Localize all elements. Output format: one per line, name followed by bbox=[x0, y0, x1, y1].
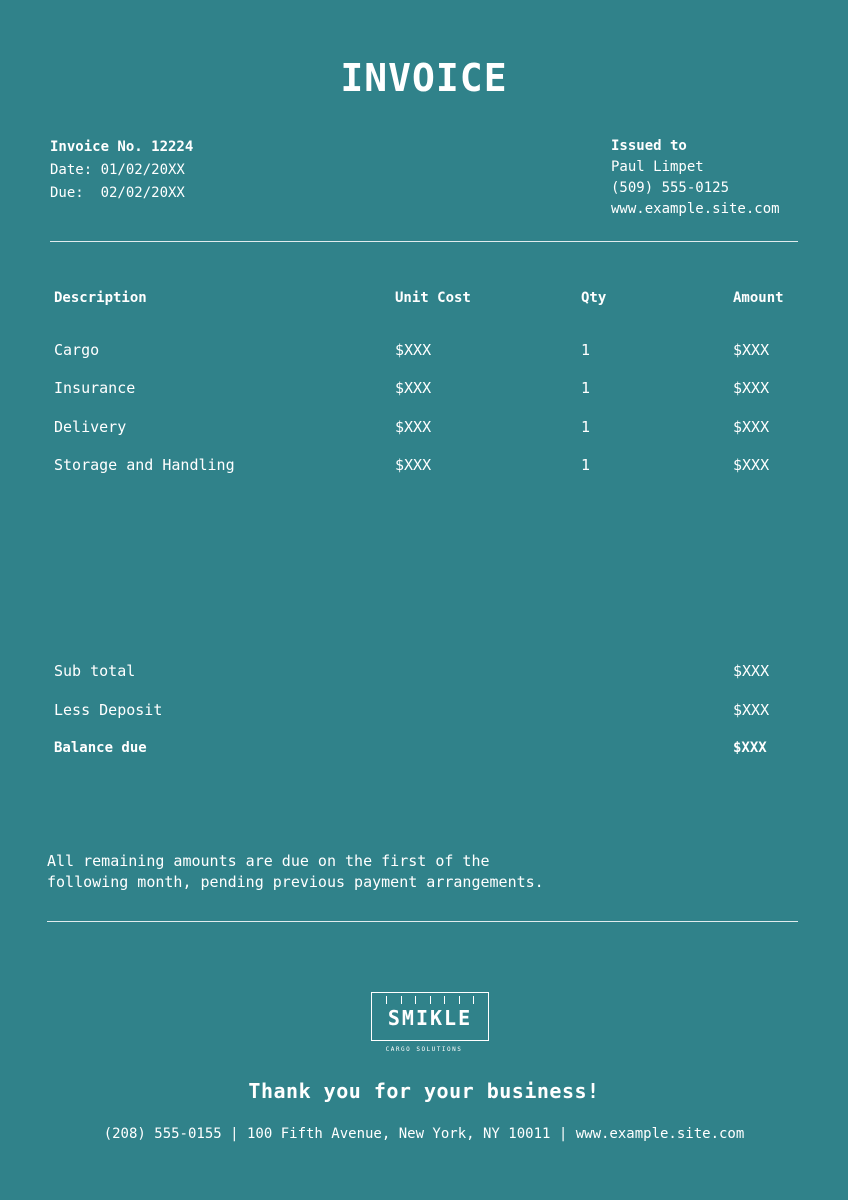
row-description: Delivery bbox=[54, 418, 127, 436]
row-unit-cost: $XXX bbox=[395, 418, 432, 436]
row-qty: 1 bbox=[581, 379, 591, 397]
company-logo bbox=[371, 992, 489, 1041]
row-amount: $XXX bbox=[733, 379, 770, 397]
row-qty: 1 bbox=[581, 456, 591, 474]
invoice-date: Date: 01/02/20XX bbox=[50, 162, 185, 178]
row-description: Storage and Handling bbox=[54, 456, 235, 474]
header-amount: Amount bbox=[733, 290, 784, 306]
payment-note-line: All remaining amounts are due on the first of the bbox=[47, 852, 490, 870]
deposit-row bbox=[0, 701, 848, 723]
balance-label: Balance due bbox=[54, 740, 147, 756]
subtotal-label: Sub total bbox=[54, 662, 136, 680]
header-qty: Qty bbox=[581, 290, 607, 306]
row-amount: $XXX bbox=[733, 341, 770, 359]
client-website: www.example.site.com bbox=[611, 201, 780, 217]
header-divider bbox=[50, 241, 798, 242]
payment-note-line: following month, pending previous payment arrangements. bbox=[47, 873, 544, 891]
issued-to-heading: Issued to bbox=[611, 138, 687, 154]
header-unit-cost: Unit Cost bbox=[395, 290, 471, 306]
row-unit-cost: $XXX bbox=[395, 341, 432, 359]
logo-wordmark: SMIKLE bbox=[387, 1006, 473, 1030]
invoice-due-date: Due: 02/02/20XX bbox=[50, 185, 185, 201]
table-row bbox=[0, 456, 848, 478]
issued-to-block bbox=[611, 136, 780, 220]
invoice-details bbox=[50, 136, 193, 205]
balance-value: $XXX bbox=[733, 740, 767, 756]
client-name: Paul Limpet bbox=[611, 159, 704, 175]
row-qty: 1 bbox=[581, 418, 591, 436]
row-description: Insurance bbox=[54, 379, 136, 397]
invoice-number: Invoice No. 12224 bbox=[50, 139, 194, 155]
table-row bbox=[0, 341, 848, 363]
row-description: Cargo bbox=[54, 341, 100, 359]
company-contact-footer: (208) 555-0155 | 100 Fifth Avenue, New York, NY 10011 | www.example.site.com bbox=[103, 1126, 745, 1142]
payment-note bbox=[47, 851, 544, 893]
invoice-title: INVOICE bbox=[340, 56, 508, 100]
row-unit-cost: $XXX bbox=[395, 456, 432, 474]
thank-you-message: Thank you for your business! bbox=[248, 1079, 600, 1103]
balance-row bbox=[0, 740, 848, 762]
header-description: Description bbox=[54, 290, 147, 306]
row-qty: 1 bbox=[581, 341, 591, 359]
deposit-value: $XXX bbox=[733, 701, 770, 719]
table-row bbox=[0, 418, 848, 440]
subtotal-value: $XXX bbox=[733, 662, 770, 680]
table-row bbox=[0, 379, 848, 401]
row-amount: $XXX bbox=[733, 418, 770, 436]
logo-tagline: CARGO SOLUTIONS bbox=[385, 1046, 463, 1053]
row-unit-cost: $XXX bbox=[395, 379, 432, 397]
client-phone: (509) 555-0125 bbox=[611, 180, 730, 196]
logo-ticks bbox=[386, 996, 474, 1004]
footer-divider bbox=[47, 921, 798, 922]
deposit-label: Less Deposit bbox=[54, 701, 163, 719]
subtotal-row bbox=[0, 662, 848, 684]
row-amount: $XXX bbox=[733, 456, 770, 474]
